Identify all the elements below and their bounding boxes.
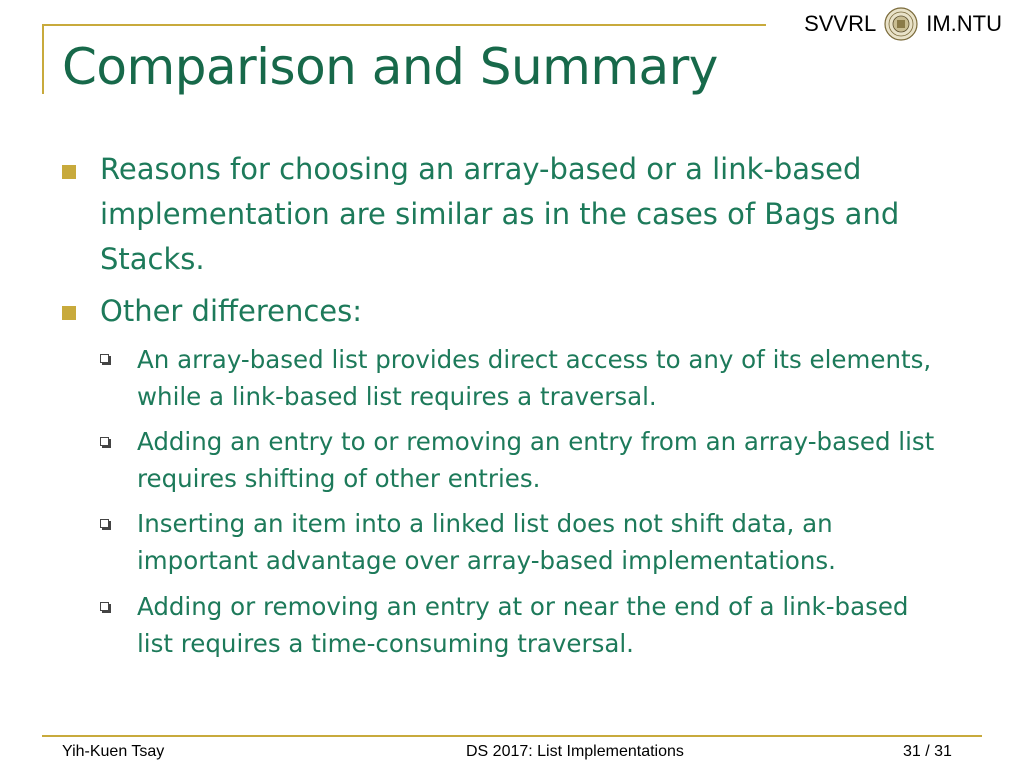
page-current: 31 <box>903 743 921 760</box>
sub-bullet-line: An array-based list provides direct access to any of its elements, <box>137 345 932 374</box>
bullet-line: Stacks. <box>100 242 205 276</box>
sub-bullet-line: requires shifting of other entries. <box>137 464 541 493</box>
bullet-marker <box>62 165 76 179</box>
sub-bullet-marker <box>100 437 109 446</box>
sub-bullet-line: Adding or removing an entry at or near the end of a link-based <box>137 592 909 621</box>
sub-bullet-line: important advantage over array-based implementations. <box>137 546 836 575</box>
page-total: / 31 <box>925 743 952 760</box>
lab-label: SVVRL <box>804 11 877 36</box>
sub-bullet-marker <box>100 602 109 611</box>
sub-bullet-direct-access <box>137 341 977 415</box>
footer-rule <box>42 735 982 737</box>
sub-bullet-traversal <box>137 588 977 662</box>
bullet-reasons <box>100 147 970 282</box>
footer-author: Yih-Kuen Tsay <box>62 743 165 760</box>
sub-bullet-line: Adding an entry to or removing an entry from an array-based list <box>137 427 935 456</box>
bullet-line: implementation are similar as in the cases of Bags and <box>100 197 900 231</box>
bullet-marker <box>62 306 76 320</box>
sub-bullet-marker <box>100 519 109 528</box>
footer-page-number <box>903 743 952 761</box>
bullet-line: Reasons for choosing an array-based or a link-based <box>100 152 862 186</box>
slide-title: Comparison and Summary <box>62 38 718 96</box>
sub-bullet-shifting <box>137 423 977 497</box>
sub-bullet-line: list requires a time-consuming traversal. <box>137 629 634 658</box>
bullet-line: Other differences: <box>100 294 363 328</box>
footer-course: DS 2017: List Implementations <box>466 743 684 760</box>
bullet-other-differences <box>100 289 970 334</box>
sub-bullet-inserting <box>137 505 977 579</box>
sub-bullet-line: Inserting an item into a linked list does not shift data, an <box>137 509 833 538</box>
dept-label: IM.NTU <box>926 11 1002 36</box>
sub-bullet-line: while a link-based list requires a traversal. <box>137 382 657 411</box>
sub-bullet-marker <box>100 354 109 363</box>
